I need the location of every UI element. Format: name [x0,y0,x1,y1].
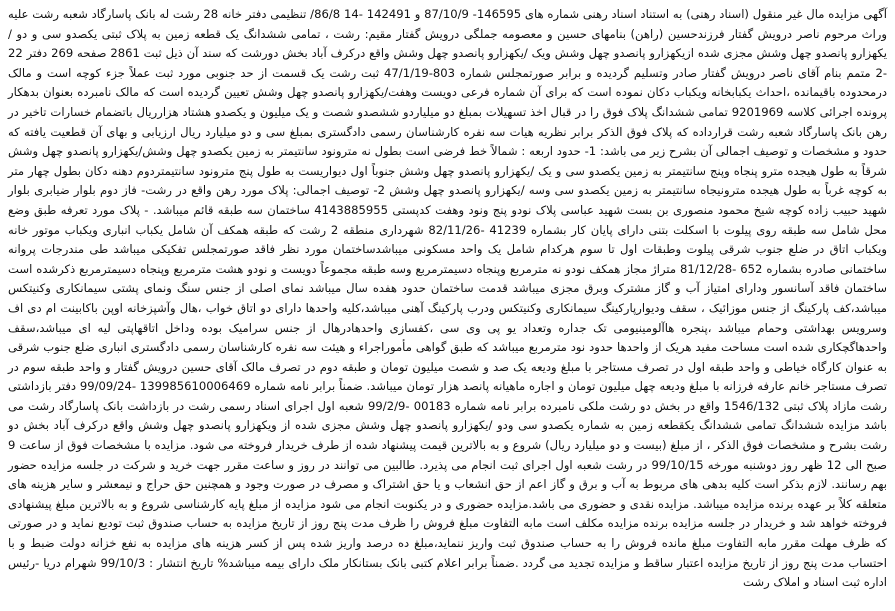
auction-notice-text: آگهی مزایده مال غیر منقول (اسناد رهنی) به استناد اسناد رهنی شماره های 146595- 87/10/9 و 142491 -14 86/8/ تنظیمی دفتر خانه 28 رشت له بانک پاسارگاد شعبه رشت علیه وراث مرحوم ناصر درویش گفتار فرزندحسین (راهن) بنامهای حسین و معصومه جملگی درویش گفتار مقیم: رشت ، تمامی ششدانگ یک قطعه زمین به پلاک ثبتی یکصدو سی و دو /یکهزارو پانصدو چهل وشش مجزی شده ازیکهزارو پانصدو چهل وشش ویک /یکهزارو پانصدو چهل وشش واقع درکرف آباد بخش دورشت که سند آن ذیل ثبت 2861 صفحه 269 دفتر 22 -2 متمم بنام آقای ناصر درویش گفتار صادر وتسلیم گردیده و برابر صورتمجلس شماره 803-47/1/19 ثبت رشت یک قسمت از حد جنوبی مورد ثبت عملاً جزء کوچه است و مالک درمحدوده باقیمانده ،احداث یکبابخانه ویکباب دکان نموده است که برای آن شماره فرعی دویست وهفت/یکهزارو پانصدو چهل وشش تعیین گردیده است که مالک نامبرده بعنوان بدهکار پرونده اجرائی کلاسه 9201969 تمامی ششدانگ پلاک فوق را در قبال اخذ تسهیلات بمبلغ دو میلیاردو ششصدو شصت و یک میلیون و یکصدو هشتاد هزارریال باتضمام خسارات تاخیر در رهن بانک پاسارگاد شعبه رشت قرارداده که پلاک فوق الذکر برابر نظریه هیات سه نفره کارشناسان رسمی دادگستری بمبلغ سی و دو میلیارد ریال ارزیابی و بهای آن قطعیت یافته که حدود و مشخصات و توصیف اجمالی آن بشرح زیر می باشد: 1- حدود اربعه : شمالاً خط فرضی است بطول نه مترونود سانتیمتر به زمین یکصدو چهل وشش/یکهزارو پانصدو چهل وشش شرقاً به طول هیجده مترو پنجاه وپنج سانتیمتر به زمین یکصدو سی و یک /یکهزارو پانصدو چهل وشش جنوباً اول دیواریست به طول پنج مترونود سانتیمتردوم دهنه دکان بطول چهار متر به کوچه غرباً به طول هیجده مترونیجاه سانتیمتر به زمین یکصدو سی وسه /یکهزارو پانصدو چهل وشش 2- توصیف اجمالی: پلاک مورد رهن واقع در رشت- فاز دوم بلوار ضیابری بلوار شهید حبیب زاده کوچه شیخ محمود منصوری بن بست شهید عباسی پلاک نودو پنج ونود وهفت کدپستی 4143885955 ساختمان سه طبقه قائم میباشد. - پلاک مورد تعرفه طبق وضع محل شامل سه طبقه روی پیلوت با اسکلت بتنی دارای پایان کار بشماره 41239 -82/11/26 شهرداری منطقه 2 رشت که طبقه همکف آن شامل یکباب انباری ویکباب موتور خانه ویکباب اتاق در ضلع جنوب شرقی پیلوت وطبقات اول تا سوم هرکدام شامل یک واحد مسکونی میباشدساختمان مورد نظر فاقد صورتمجلس تفکیکی میباشد طی مندرجات پروانه ساختمانی صادره بشماره 652 -81/12/28 متراژ مجاز همکف نودو نه مترمربع وپنجاه دسیمترمربع وسه طبقه مجموعاً دویست و نودو هشت مترمربع وپنجاه دسیمترمربع ذکرشده است ساختمان فاقد آسانسور ودارای امتیاز آب و گاز مشترک وبرق مجزی میباشد قدمت ساختمان حدود هفده سال میباشد نمای اصلی از جنس سنگ ونمای پشتی سیمانکاری وکنیتکس میباشد،کف پارکینگ از جنس موزائیک ، سقف ودیوارپارکینگ سیمانکاری وکنیتکس ودرب پارکینگ آهنی میباشد،کلیه واحدها دارای دو اتاق خواب ،هال وآشپزخانه اوپن باکابینت ام دی اف وسرویس بهداشتی وحمام میباشد ،پنجره هاآلومینیومی تک جداره وتعداد یو پی وی سی ،کفسازی واحدهادرهال از جنس سرامیک بوده وداخل اتاقهاپتی لیه ای میباشد،سقف واحدهاگچکاری شده است مساحت مفید هریک از واحدها حدود نود مترمربع میباشد که طبق گواهی مأموراجراء و هیئت سه نفره کارشناسان رسمی دادگستری انباری ضلع جنوب شرقی به عنوان کارگاه خیاطی و واحد طبقه اول در تصرف مستاجر با مبلغ ودیعه یک صد و شصت میلیون تومان و طبقه دوم در تصرف مالک آقای حسین درویش گفتار و واحد طبقه سوم در تصرف مستاجر خانم عارفه فرزانه با مبلغ ودیعه چهل میلیون تومان و اجاره ماهیانه پانصد هزار تومان میباشد. ضمناً برابر نامه شماره 139985610006469 -99/09/24 دفتر بازداشتی رشت مازاد پلاک ثبتی 1546/132 واقع در بخش دو رشت ملکی نامبرده برابر نامه شماره 00183 -99/2/9 شعبه اول اجرای اسناد رسمی رشت در بازداشت بانک پاسارگاد رشت می باشد مزایده ششدانگ تمامی ششدانگ یکقطعه زمین به شماره یکصدو سی ودو /یکهزارو پانصدو چهل وشش مجزی شده از ویکهزارو پانصدو چهل وشش واقع درکرف آباد بخش دو رشت بشرح و مشخصات فوق الذکر ، از مبلغ (بیست و دو میلیارد ریال) شروع و به بالاترین قیمت پیشنهاد شده از طرف خریدار فروخته می شود. مزایده با مشخصات فوق از ساعت 9 صبح الی 12 ظهر روز دوشنبه مورخه 99/10/15 در رشت شعبه اول اجرای ثبت انجام می پذیرد. طالبین می توانند در روز و ساعت مقرر جهت خرید و شرکت در جلسه مزایده حضور بهم رسانند. لازم بذکر است کلیه بدهی های مربوط به آب و برق و گاز اعم از حق انشعاب و یا حق اشتراک و مصرف در صورت وجود و همچنین حق حراج و نیمعشر و سایر هزینه های متعلقه کلاً بر عهده برنده مزایده میباشد. مزایده نقدی و حضوری می باشد.مزایده حضوری و در یکنوبت انجام می شود مزایده از مبلغ پایه کارشناسی شروع و به بالاترین مبلغ پیشنهادی فروخته خواهد شد و خریدار در جلسه مزایده برنده مزایده مکلف است مابه التفاوت مبلغ فروش را ظرف مدت پنج روز از تاریخ مزایده به حساب صندوق ثبت تودیع نماید و در صورتی که ظرف مهلت مقرر مابه التفاوت مبلغ مانده فروش را به حساب صندوق ثبت واریز ننماید،مبلغ ده درصد واریز شده پس از کسر هزینه های مزایده به نفع خزانه دولت ضبط و با احتساب مدت پنج روز از تاریخ مزایده اعتبار ساقط و مزایده تجدید می گردد .ضمناً برابر اعلام کتبی بانک بستانکار ملک دارای بیمه میباشد% تاریخ انتشار : 99/10/3 شهرام دریا -رئیس اداره ثبت اسناد و املاک رشت [8,7,888,590]
